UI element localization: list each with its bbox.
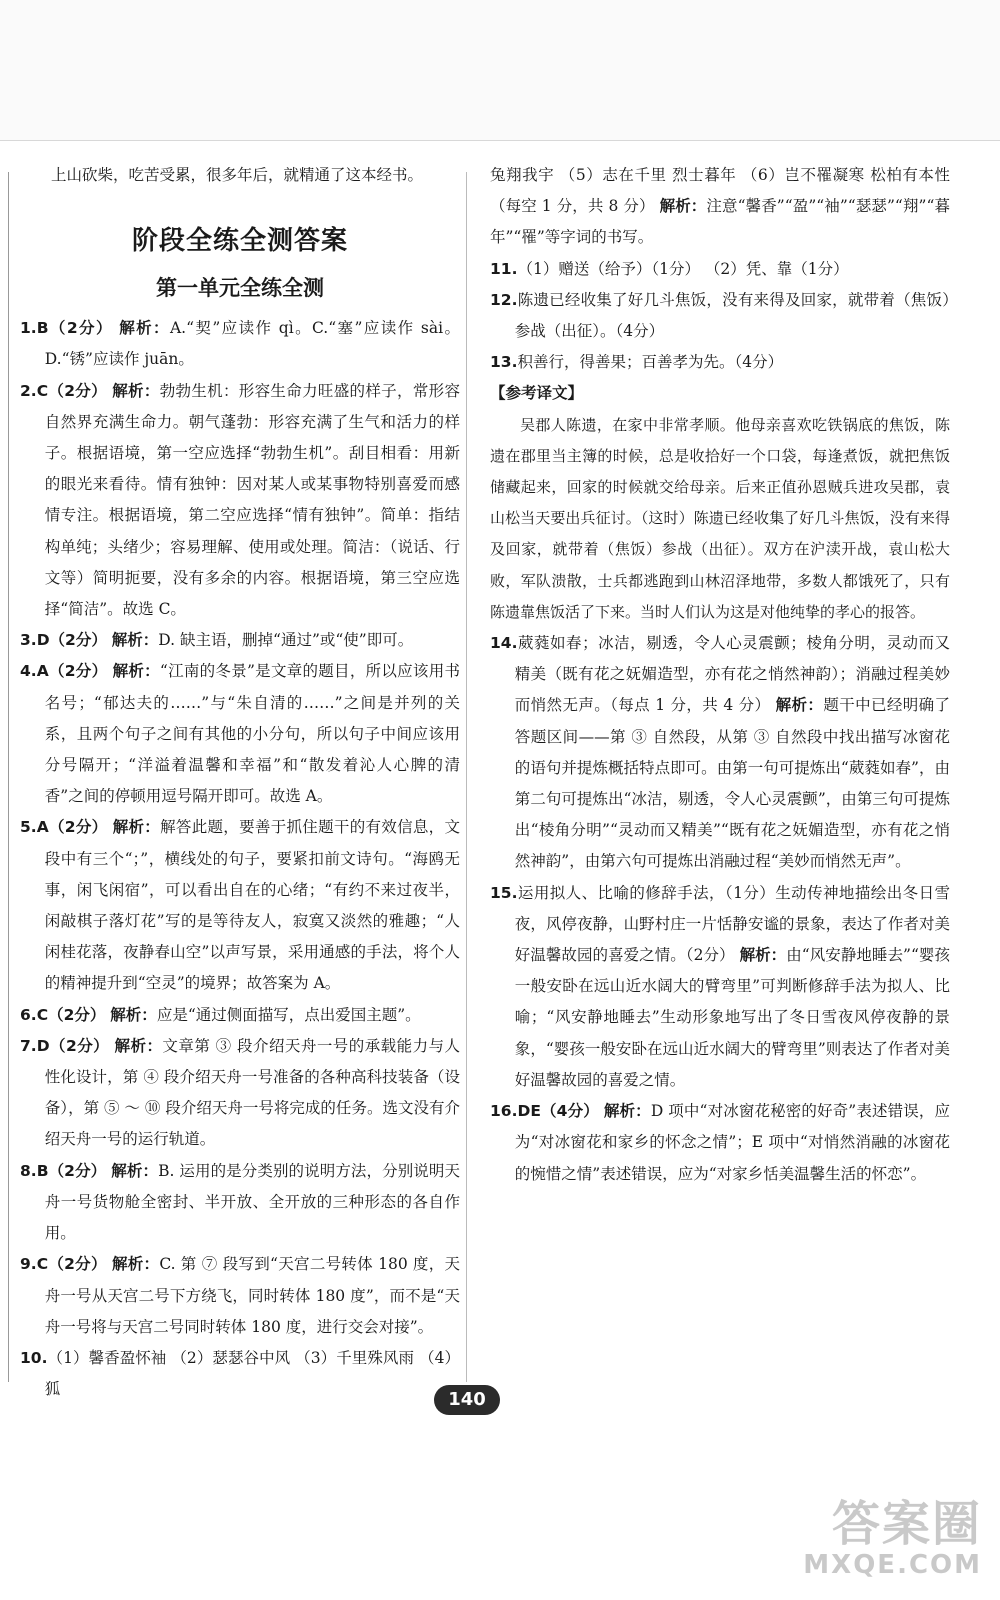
answer-item-10-continued: 兔翔我宇 （5）志在千里 烈士暮年 （6）岂不罹凝寒 松柏有本性（每空 1 分，共 8 分） 解析：注意“馨香”“盈”“袖”“瑟瑟”“翔”“暮年”“罹”等字词的书写。	[490, 166, 950, 247]
answer-item-5: 5.A（2分） 解析：解答此题，要善于抓住题干的有效信息，文段中有三个“；”，横线处的句子，要紧扣前文诗句。“海鸥无事，闲飞闲宿”，可以看出自在的心绪；“有约不来过夜半，闲敲棋子落灯花”写的是等待友人，寂寞又淡然的雅趣；“人闲桂花落，夜静春山空”以声写景，采用通感的手法，将个人的精神提升到“空灵”的境界；故答案为 A。	[20, 818, 460, 993]
page-title: 阶段全练全测答案	[131, 226, 348, 257]
watermark	[803, 1498, 982, 1580]
watermark-url: MXQE.COM	[803, 1550, 982, 1580]
answer-item-16: 16.DE（4分） 解析：D 项中“对冰窗花秘密的好奇”表述错误，应为“对冰窗花和家乡的怀念之情”；E 项中“对悄然消融的冰窗花的惋惜之情”表述错误，应为“对家乡恬美温馨生活的怀恋”。	[490, 1102, 950, 1183]
column-divider	[466, 172, 467, 1382]
answer-item-4: 4.A（2分） 解析：“江南的冬景”是文章的题目，所以应该用书名号；“郁达夫的……”与“朱自清的……”之间是并列的关系，且两个句子之间有其他的小分句，所以句子中间应该用分号隔开；“洋溢着温馨和幸福”和“散发着沁人心脾的清香”之间的停顿用逗号隔开即可。故选 A。	[20, 662, 460, 806]
answer-item-9: 9.C（2分） 解析：C. 第 ⑦ 段写到“天宫二号转体 180 度，天舟一号从天宫二号下方绕飞，同时转体 180 度”，而不是“天舟一号将与天宫二号同时转体 180 度，进行交会对接”。	[20, 1255, 460, 1336]
right-column	[490, 160, 950, 1190]
answer-item-14: 14.葳蕤如春；冰洁，剔透，令人心灵震颤；棱角分明，灵动而又精美（既有花之妩媚造型，亦有花之悄然神韵）；消融过程美妙而悄然无声。（每点 1 分，共 4 分） 解析：题干中已经明确了答题区间——第 ③ 自然段，从第 ③ 自然段中找出描写冰窗花的语句并提炼概括特点即可。由第一句可提炼出“葳蕤如春”，由第二句可提炼出“冰洁，剔透，令人心灵震颤”，由第三句可提炼出“棱角分明”“灵动而又精美”“既有花之妩媚造型，亦有花之悄然神韵”，由第六句可提炼出消融过程“美妙而悄然无声”。	[490, 634, 950, 871]
answer-item-7: 7.D（2分） 解析：文章第 ③ 段介绍天舟一号的承载能力与人性化设计，第 ④ 段介绍天舟一号准备的各种高科技装备（设备），第 ⑤ ～ ⑩ 段介绍天舟一号将完成的任务。选文没有介绍天舟一号的运行轨道。	[20, 1036, 460, 1149]
answer-item-3: 3.D（2分） 解析：D. 缺主语，删掉“通过”或“使”即可。	[20, 631, 414, 650]
intro-line: 上山砍柴，吃苦受累，很多年后，就精通了这本经书。	[51, 166, 424, 184]
watermark-logo-text: 答案圈	[831, 1496, 982, 1552]
header-rule	[0, 140, 1000, 141]
answer-item-15: 15.运用拟人、比喻的修辞手法，（1分）生动传神地描绘出冬日雪夜，风停夜静，山野村庄一片恬静安谧的景象，表达了作者对美好温馨故园的喜爱之情。（2分） 解析：由“风安静地睡去”“婴孩一般安卧在远山近水阔大的臂弯里”可判断修辞手法为拟人、比喻；“风安静地睡去”生动形象地写出了冬日雪夜风停夜静的景象，“婴孩一般安卧在远山近水阔大的臂弯里”则表达了作者对美好温馨故园的喜爱之情。	[490, 883, 950, 1089]
answer-item-10: 10.（1）馨香盈怀袖 （2）瑟瑟谷中风 （3）千里殊风雨 （4）狐	[20, 1348, 460, 1399]
answer-item-11: 11.（1）赠送（给予）（1分） （2）凭、靠（1分）	[490, 259, 849, 278]
answer-item-12: 12.陈遗已经收集了好几斗焦饭，没有来得及回家，就带着（焦饭）参战（出征）。（4分）	[490, 290, 950, 341]
answer-item-13: 13.积善行，得善果；百善孝为先。（4分）	[490, 353, 784, 372]
reference-translation-label: 【参考译文】	[490, 384, 584, 403]
reference-translation: 吴郡人陈遗，在家中非常孝顺。他母亲喜欢吃铁锅底的焦饭，陈遗在郡里当主簿的时候，总是收拾好一个口袋，每逢煮饭，就把焦饭储藏起来，回家的时候就交给母亲。后来正值孙恩贼兵进攻吴郡，袁山松当天要出兵征讨。（这时）陈遗已经收集了好几斗焦饭，没有来得及回家，就带着（焦饭）参战（出征）。双方在沪渎开战，袁山松大败，军队溃散，士兵都逃跑到山林沼泽地带，多数人都饿死了，只有陈遗靠焦饭活了下来。当时人们认为这是对他纯挚的孝心的报答。	[490, 415, 950, 621]
left-binding-line	[8, 172, 9, 1382]
answer-item-2: 2.C（2分） 解析：勃勃生机：形容生命力旺盛的样子，常形容自然界充满生命力。朝气蓬勃：形容充满了生气和活力的样子。根据语境，第一空应选择“勃勃生机”。刮目相看：用新的眼光来看待。情有独钟：因对某人或某事物特别喜爱而感情专注。根据语境，第二空应选择“情有独钟”。简单：指结构单纯；头绪少；容易理解、使用或处理。简洁：（说话、行文等）简明扼要，没有多余的内容。根据语境，第三空应选择“简洁”。故选 C。	[20, 381, 460, 619]
page-number: 140	[434, 1385, 500, 1415]
top-margin	[0, 0, 1000, 140]
left-column	[20, 160, 460, 1405]
section-title: 第一单元全练全测	[156, 276, 324, 301]
answer-item-6: 6.C（2分） 解析：应是“通过侧面描写，点出爱国主题”。	[20, 1005, 421, 1024]
answer-item-1: 1.B（2分） 解析：A.“契”应读作 qì。C.“塞”应读作 sài。D.“锈”应读作 juān。	[20, 319, 460, 369]
answer-item-8: 8.B（2分） 解析：B. 运用的是分类别的说明方法，分别说明天舟一号货物舱全密封、半开放、全开放的三种形态的各自作用。	[20, 1161, 460, 1243]
